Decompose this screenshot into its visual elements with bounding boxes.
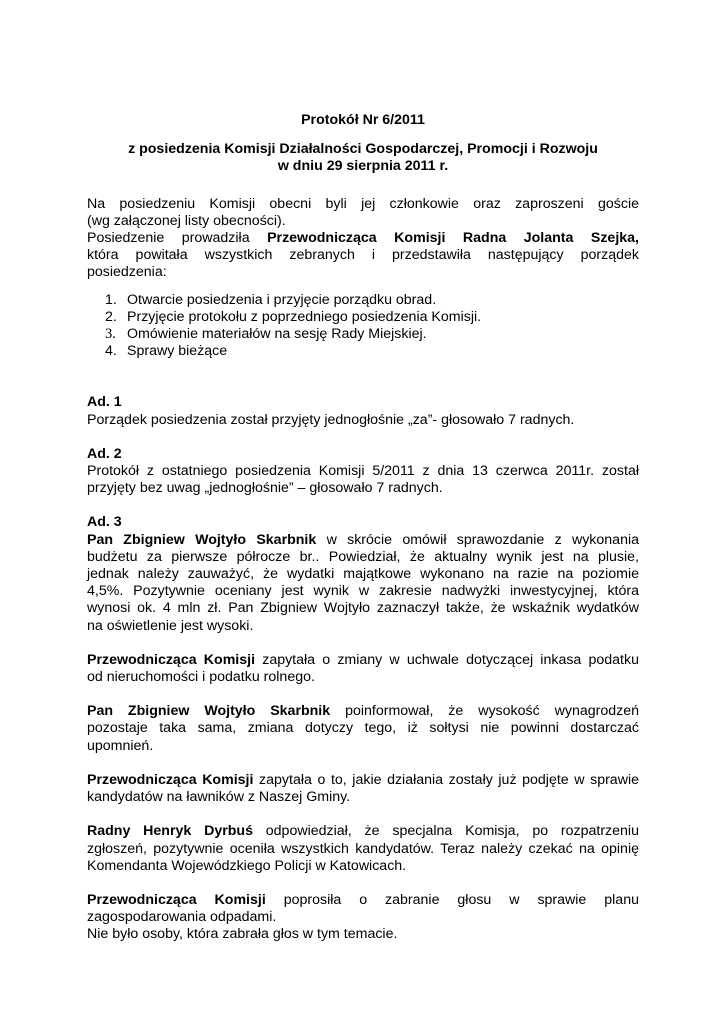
agenda-item (87, 343, 639, 360)
ad3-p6-line-3: Nie było osoby, która zabrała głos w tym temacie. (87, 926, 398, 943)
ad3-p4-line-2: kandydatów na ławników z Naszej Gminy. (87, 789, 351, 806)
subtitle-line-1: z posiedzenia Komisji Działalności Gospodarczej, Promocji i Rozwoju (128, 141, 598, 158)
ad3-p2-line-2: od nieruchomości i podatku rolnego. (87, 669, 315, 686)
intro-line-1: Na posiedzeniu Komisji obecni byli jej członkowie oraz zaproszeni goście (87, 195, 639, 212)
chair-line-2: która powitała wszystkich zebranych i przedstawiła następujący porządek (87, 247, 639, 264)
speaker-name: Przewodnicząca Komisji (87, 651, 256, 668)
agenda-item-number: 2. (105, 308, 117, 325)
speaker-name: Pan Zbigniew Wojtyło Skarbnik (87, 531, 317, 548)
ad3-p5-text: odpowiedział, że specjalna Komisja, po rozpatrzeniu (265, 823, 639, 840)
document-title: Protokół Nr 6/2011 (301, 112, 425, 128)
ad3-p2-text: zapytała o zmiany w uchwale dotyczącej inkasa podatku (262, 651, 639, 668)
ad3-paragraph-1 (87, 532, 639, 635)
agenda-item-number: 4. (105, 343, 117, 360)
document-page (87, 112, 639, 944)
ad2-line-1: Protokół z ostatniego posiedzenia Komisji 5/2011 z dnia 13 czerwca 2011r. został (87, 463, 639, 480)
ad3-p3-line-2: pozostaje taka sama, zmiana dotyczy tego, iż sołtysi nie powinni dostarczać (87, 720, 639, 737)
chair-line-1 (87, 230, 639, 247)
ad3-paragraph-6 (87, 892, 639, 944)
ad3-p3-text: poinformował, że wysokość wynagrodzeń (345, 703, 639, 720)
chair-prefix: Posiedzenie prowadziła (87, 230, 250, 247)
ad3-p1-line-1 (87, 532, 639, 549)
ad3-p4-line-1 (87, 772, 639, 789)
ad2-line-2: przyjęty bez uwag „jednogłośnie” – głosowało 7 radnych. (87, 480, 443, 497)
ad1-heading: Ad. 1 (87, 394, 122, 411)
agenda-list (87, 292, 639, 361)
chair-line-3: posiedzenia: (87, 264, 167, 281)
ad3-p1-line-5: wynosi ok. 4 mln zł. Pan Zbigniew Wojtyło zaznaczył także, że wskaźnik wydatków (87, 600, 639, 617)
section-ad3 (87, 514, 639, 943)
ad1-text: Porządek posiedzenia został przyjęty jednogłośnie „za”- głosowało 7 radnych. (87, 411, 575, 428)
ad3-p3-line-1 (87, 703, 639, 720)
intro-line-2: (wg załączonej listy obecności). (87, 212, 286, 229)
ad3-p1-line-6: na oświetlenie jest wysoki. (87, 617, 254, 634)
agenda-item-number: 1. (105, 291, 117, 308)
ad3-p3-line-3: upomnień. (87, 737, 154, 754)
ad3-p2-line-1 (87, 652, 639, 669)
ad3-p5-line-3: Komendanta Wojewódzkiego Policji w Katowicach. (87, 857, 407, 874)
ad3-paragraph-2 (87, 652, 639, 686)
agenda-item (87, 292, 639, 309)
intro-paragraph (87, 196, 639, 282)
ad3-p6-text: poprosiła o zabranie głosu w sprawie planu (283, 891, 639, 908)
ad3-p5-line-1 (87, 823, 639, 840)
agenda-item (87, 326, 639, 343)
speaker-name: Przewodnicząca Komisji (87, 771, 254, 788)
subtitle-line-2: w dniu 29 sierpnia 2011 r. (277, 158, 449, 175)
agenda-item-text: Otwarcie posiedzenia i przyjęcie porządku obrad. (127, 291, 437, 308)
agenda-item-text: Sprawy bieżące (127, 343, 228, 360)
ad3-p5-line-2: zgłoszeń, pozytywnie oceniła wszystkich kandydatów. Teraz należy czekać na opinię (87, 840, 639, 857)
speaker-name: Radny Henryk Dyrbuś (87, 823, 253, 840)
document-subtitle (87, 141, 639, 175)
agenda-item-text: Omówienie materiałów na sesję Rady Miejskiej. (127, 326, 427, 343)
ad2-heading: Ad. 2 (87, 445, 122, 462)
ad3-p1-line-3: jednak należy zauważyć, że wydatki majątkowe wykonano na razie na poziomie (87, 566, 639, 583)
ad3-p1-text: w skrócie omówił sprawozdanie z wykonania (326, 531, 640, 548)
ad3-p4-text: zapytała o to, jakie działania zostały już podjęte w sprawie (259, 771, 639, 788)
ad3-p1-line-2: budżetu za pierwsze półrocze br.. Powiedział, że aktualny wynik jest na plusie, (87, 548, 639, 565)
agenda-item-text: Przyjęcie protokołu z poprzedniego posiedzenia Komisji. (127, 308, 482, 325)
ad3-p6-line-2: zagospodarowania odpadami. (87, 909, 277, 926)
agenda-item-number: 3. (105, 326, 116, 343)
ad3-p1-line-4: 4,5%. Pozytywnie oceniany jest wynik w zakresie nadwyżki inwestycyjnej, która (87, 583, 639, 600)
speaker-name: Przewodnicząca Komisji (87, 891, 266, 908)
section-ad2 (87, 446, 639, 498)
ad3-heading: Ad. 3 (87, 514, 122, 531)
section-ad1 (87, 394, 639, 428)
chair-name: Przewodnicząca Komisji Radna Jolanta Szejka, (267, 230, 639, 247)
ad3-paragraph-3 (87, 703, 639, 755)
ad3-paragraph-4 (87, 772, 639, 806)
speaker-name: Pan Zbigniew Wojtyło Skarbnik (87, 703, 331, 720)
ad3-paragraph-5 (87, 823, 639, 875)
ad3-p6-line-1 (87, 892, 639, 909)
agenda-item (87, 309, 639, 326)
